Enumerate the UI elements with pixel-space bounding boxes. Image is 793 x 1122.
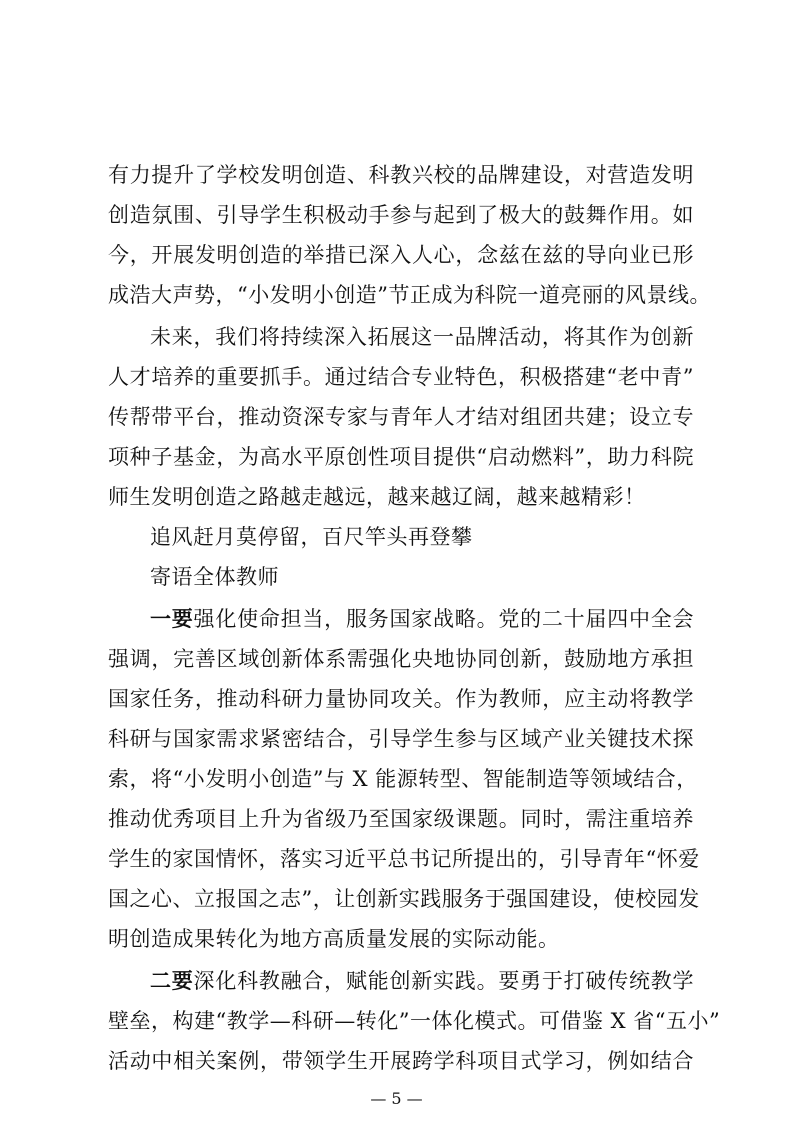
text-line: 人才培养的重要抓手。通过结合专业特色，积极搭建“老中青”: [108, 365, 694, 389]
paragraph-lead: 一要: [150, 606, 194, 631]
section-heading: 追风赶月莫停留，百尺竿头再登攀: [150, 525, 473, 549]
text-line: 成浩大声势，“小发明小创造”节正成为科院一道亮丽的风景线。: [108, 283, 711, 307]
text-line: 未来，我们将持续深入拓展这一品牌活动，将其作为创新: [150, 325, 694, 349]
text-line: [150, 604, 694, 634]
text-line: 有力提升了学校发明创造、科教兴校的品牌建设，对营造发明: [108, 163, 694, 187]
text-line: 国家任务，推动科研力量协同攻关。作为教师，应主动将教学: [108, 687, 694, 711]
text-line: 壁垒，构建“教学—科研—转化”一体化模式。可借鉴 X 省“五小”: [108, 1009, 721, 1033]
text-span: 强化使命担当，服务国家战略。党的二十届四中全会: [193, 607, 695, 631]
text-line: 明创造成果转化为地方高质量发展的实际动能。: [108, 927, 560, 951]
paragraph-lead: 二要: [150, 968, 194, 993]
text-line: 科研与国家需求紧密结合，引导学生参与区域产业关键技术探: [108, 727, 694, 751]
page-number: — 5 —: [370, 1089, 423, 1108]
text-line: 项种子基金，为高水平原创性项目提供“启动燃料”，助力科院: [108, 445, 694, 469]
text-line: 师生发明创造之路越走越远，越来越辽阔，越来越精彩！: [108, 485, 646, 509]
text-line: 今，开展发明创造的举措已深入人心，念兹在兹的导向业已形: [108, 243, 694, 267]
text-span: 深化科教融合，赋能创新实践。要勇于打破传统教学: [193, 969, 695, 993]
text-line: 国之心、立报国之志”，让创新实践服务于强国建设，使校园发: [108, 887, 700, 911]
text-line: 强调，完善区域创新体系需强化央地协同创新，鼓励地方承担: [108, 647, 694, 671]
subsection-heading: 寄语全体教师: [150, 565, 279, 589]
text-line: [150, 966, 694, 996]
text-line: 推动优秀项目上升为省级乃至国家级课题。同时，需注重培养: [108, 807, 694, 831]
text-line: 学生的家国情怀，落实习近平总书记所提出的，引导青年“怀爱: [108, 847, 700, 871]
text-line: 创造氛围、引导学生积极动手参与起到了极大的鼓舞作用。如: [108, 203, 694, 227]
text-line: 传帮带平台，推动资深专家与青年人才结对组团共建；设立专: [108, 405, 694, 429]
text-line: 索，将“小发明小创造”与 X 能源转型、智能制造等领域结合，: [108, 767, 698, 791]
text-line: 活动中相关案例，带领学生开展跨学科项目式学习，例如结合: [108, 1049, 694, 1073]
